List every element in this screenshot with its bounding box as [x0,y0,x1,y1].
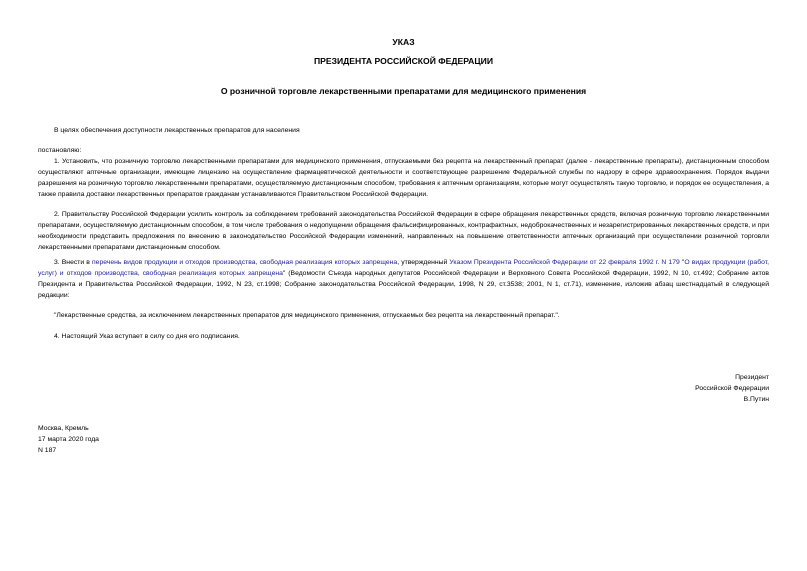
preamble: В целях обеспечения доступности лекарственных препаратов для населения [54,127,300,134]
link-decree-title[interactable]: О видах продукции (работ, услуг) и отходов производства, свободная реализация которых запрещена [38,259,769,278]
signature-name: В.Путин [743,396,769,403]
p3-text-d: " (Ведомости Съезда народных депутатов Российской Федерации и Верховного Совета Российской Федерации, 1992, N 10, ст.492; Собрание актов Президента и Правительства Российской Федерации, 1992, N 23, ст.1998; Собрание законодательства Российской Федерации, 1998, N 29, ст.3538; 2001, N 1, ст.71), изменение, изложив абзац шестнадцатый в следующей редакции: [38,270,770,300]
p3-text-a: 3. Внести в [54,259,92,266]
signature-block [695,372,769,405]
doc-issuer: ПРЕЗИДЕНТА РОССИЙСКОЙ ФЕДЕРАЦИИ [313,56,494,66]
link-decree-179[interactable]: Указом Президента Российской Федерации от 22 февраля 1992 г. N 179 [449,259,680,266]
p3-text-c: " [679,259,685,266]
footer-place: Москва, Кремль [38,425,89,432]
footer-number: N 187 [38,447,57,454]
p3-text-b: , утвержденный [397,259,450,266]
footer-date: 17 марта 2020 года [38,436,99,443]
paragraph-1: 1. Установить, что розничную торговлю лекарственными препаратами для медицинского применения, отпускаемыми без рецепта на лекарственный препарат (далее - лекарственные препараты), дистанционным способом осуществляют аптечные организации, имеющие лицензию на осуществление фармацевтической деятельности и соответствующее разрешение Федеральной службы по надзору в сфере здравоохранения. Порядок выдачи разрешения на розничную торговлю лекарственными препаратами, осуществляемую дистанционным способом, требования к аптечным организациям, которые могут осуществлять такую торговлю, и порядок ее осуществления, а также правила доставки лекарственных препаратов гражданам устанавливаются Правительством Российской Федерации. [38,158,769,199]
signature-title: Президент [735,374,769,381]
footer-block [38,423,99,456]
paragraph-4: 4. Настоящий Указ вступает в силу со дня его подписания. [54,333,240,340]
decree-word: постановляю: [38,147,82,154]
doc-subject: О розничной торговле лекарственными препаратами для медицинского применения [220,86,587,96]
paragraph-2: 2. Правительству Российской Федерации усилить контроль за соблюдением требований законодательства Российской Федерации в сфере обращения лекарственных средств, включая розничную торговлю лекарственными препаратами, осуществляемую дистанционным способом, в том числе требования о недопущении обращения фальсифицированных, контрафактных, недоброкачественных и незарегистрированных лекарственных средств, и при необходимости представить предложения по внесению в законодательство Российской Федерации изменений, направленных на повышение ответственности аптечных организаций при осуществлении розничной торговли лекарственными препаратами дистанционным способом. [38,211,769,252]
amendment-quote: "Лекарственные средства, за исключением лекарственных препаратов для медицинского применения, отпускаемых без рецепта на лекарственный препарат.". [54,312,560,319]
link-product-list[interactable]: перечень видов продукции и отходов производства, свободная реализация которых запрещена [91,259,398,266]
signature-country: Российской Федерации [695,385,769,392]
paragraph-3 [38,257,769,301]
doc-title: УКАЗ [392,37,415,47]
